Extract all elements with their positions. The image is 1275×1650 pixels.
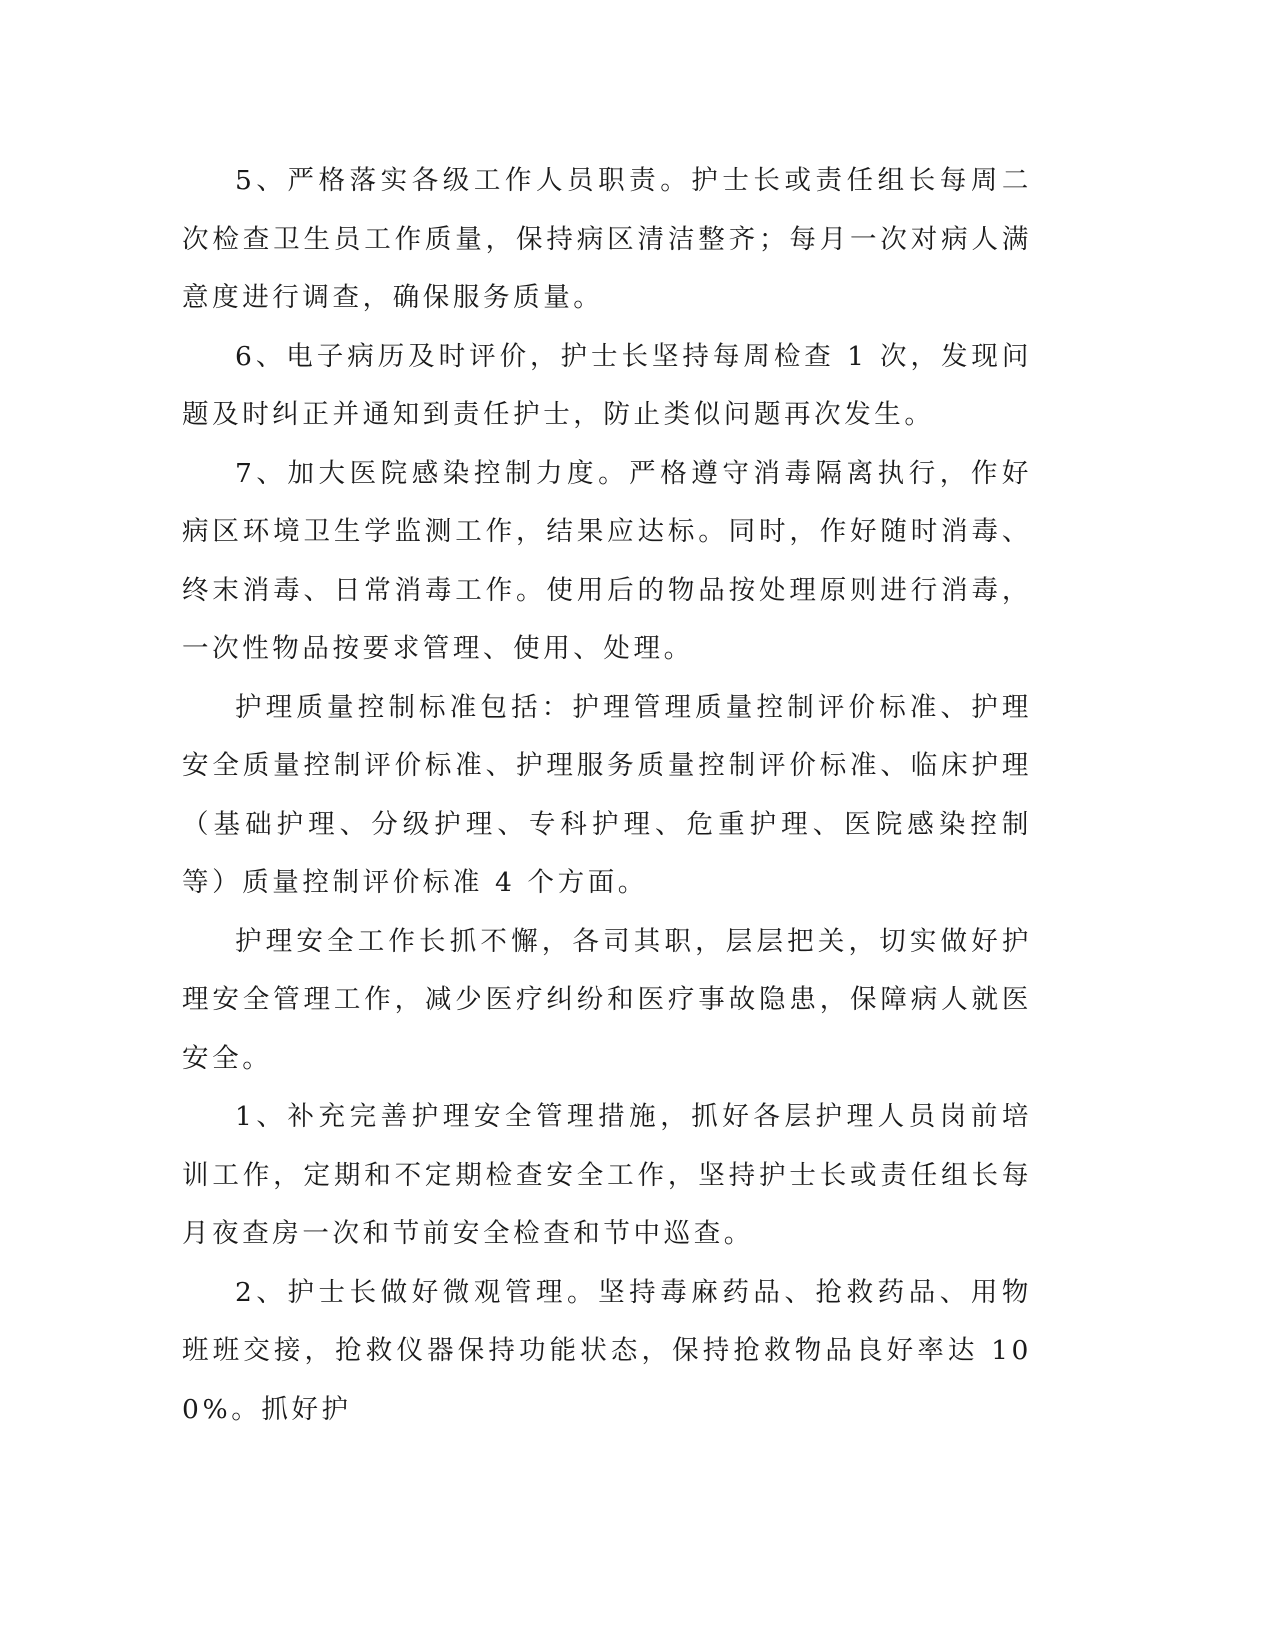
paragraph-ehr-item-6: 6、电子病历及时评价，护士长坚持每周检查 1 次，发现问题及时纠正并通知到责任护士，防止类似问题再次发生。 <box>182 340 1032 430</box>
paragraph-safety-item-2: 2、护士长做好微观管理。坚持毒麻药品、抢救药品、用物班班交接，抢救仪器保持功能状态，保持抢救物品良好率达 100%。抓好护 <box>182 1276 1032 1425</box>
paragraph-safety-work: 护理安全工作长抓不懈，各司其职，层层把关，切实做好护理安全管理工作，减少医疗纠纷和医疗事故隐患，保障病人就医安全。 <box>182 925 1032 1074</box>
paragraph-duty-item-5: 5、严格落实各级工作人员职责。护士长或责任组长每周二次检查卫生员工作质量，保持病区清洁整齐；每月一次对病人满意度进行调查，确保服务质量。 <box>182 165 1032 313</box>
document-body <box>182 152 1032 1439</box>
paragraph-safety-item-1: 1、补充完善护理安全管理措施，抓好各层护理人员岗前培训工作，定期和不定期检查安全工作，坚持护士长或责任组长每月夜查房一次和节前安全检查和节中巡查。 <box>182 1101 1032 1249</box>
paragraph-quality-standards: 护理质量控制标准包括：护理管理质量控制评价标准、护理安全质量控制评价标准、护理服务质量控制评价标准、临床护理（基础护理、分级护理、专科护理、危重护理、医院感染控制等）质量控制评价标准 4 个方面。 <box>182 691 1032 898</box>
paragraph-infection-item-7: 7、加大医院感染控制力度。严格遵守消毒隔离执行，作好病区环境卫生学监测工作，结果应达标。同时，作好随时消毒、终末消毒、日常消毒工作。使用后的物品按处理原则进行消毒，一次性物品按要求管理、使用、处理。 <box>182 457 1032 664</box>
